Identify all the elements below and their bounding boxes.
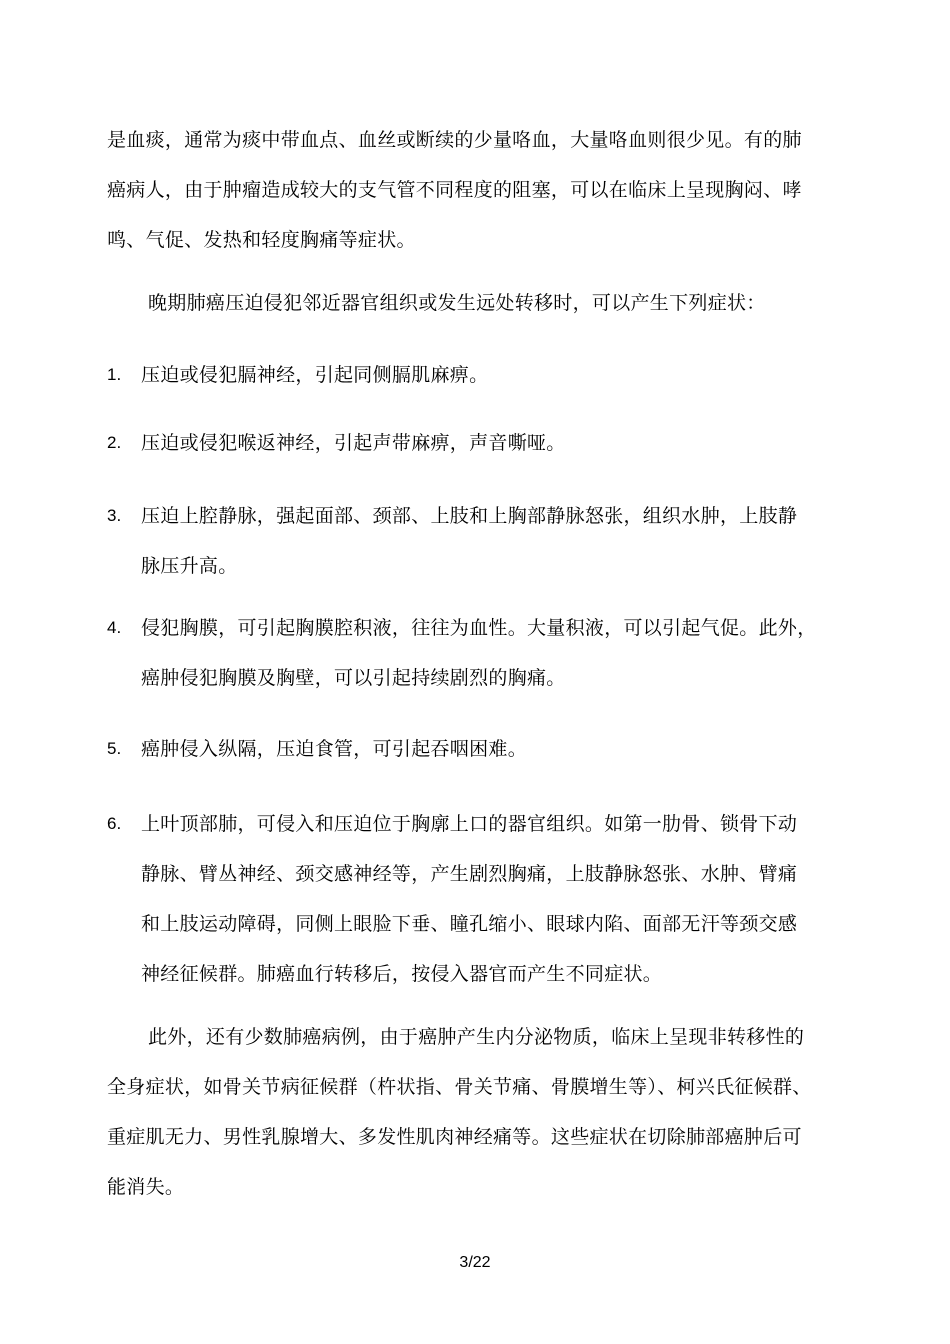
paragraph-line: 此外，还有少数肺癌病例，由于癌肿产生内分泌物质，临床上呈现非转移性的 xyxy=(148,1026,805,1048)
paragraph-line: 鸣、气促、发热和轻度胸痛等症状。 xyxy=(107,229,416,251)
list-item-text: 压迫或侵犯喉返神经，引起声带麻痹，声音嘶哑。 xyxy=(141,432,566,454)
list-item-text: 静脉、臂丛神经、颈交感神经等，产生剧烈胸痛，上肢静脉怒张、水肿、臂痛 xyxy=(141,863,798,885)
paragraph-line: 是血痰，通常为痰中带血点、血丝或断续的少量咯血，大量咯血则很少见。有的肺 xyxy=(107,129,802,151)
list-item-number: 1. xyxy=(107,365,122,384)
list-item-number: 4. xyxy=(107,618,122,637)
list-item-number: 2. xyxy=(107,433,122,452)
list-item-text: 压迫上腔静脉，强起面部、颈部、上肢和上胸部静脉怒张，组织水肿，上肢静 xyxy=(141,505,798,527)
page-number: 3/22 xyxy=(459,1254,491,1271)
list-item-text: 侵犯胸膜，可引起胸膜腔积液，往往为血性。大量积液，可以引起气促。此外， xyxy=(141,617,817,639)
list-item-text: 癌肿侵犯胸膜及胸壁，可以引起持续剧烈的胸痛。 xyxy=(141,667,566,689)
list-item-number: 6. xyxy=(107,814,122,833)
list-item-text: 脉压升高。 xyxy=(141,555,238,577)
list-item-text: 压迫或侵犯膈神经，引起同侧膈肌麻痹。 xyxy=(141,364,489,386)
list-item-text: 上叶顶部肺，可侵入和压迫位于胸廓上口的器官组织。如第一肋骨、锁骨下动 xyxy=(141,813,798,835)
list-item-text: 癌肿侵入纵隔，压迫食管，可引起吞咽困难。 xyxy=(141,738,528,760)
list-item-text: 神经征候群。肺癌血行转移后，按侵入器官而产生不同症状。 xyxy=(141,963,663,985)
paragraph-line: 全身症状，如骨关节病征候群（杵状指、骨关节痛、骨膜增生等）、柯兴氏征候群、 xyxy=(107,1076,812,1098)
paragraph-line: 癌病人，由于肿瘤造成较大的支气管不同程度的阻塞，可以在临床上呈现胸闷、哮 xyxy=(107,179,802,201)
intro-paragraph: 晚期肺癌压迫侵犯邻近器官组织或发生远处转移时，可以产生下列症状： xyxy=(148,292,766,314)
list-item-text: 和上肢运动障碍，同侧上眼脸下垂、瞳孔缩小、眼球内陷、面部无汗等颈交感 xyxy=(141,913,798,935)
list-item-number: 3. xyxy=(107,506,122,525)
list-item-number: 5. xyxy=(107,739,122,758)
paragraph-line: 能消失。 xyxy=(107,1176,185,1198)
paragraph-line: 重症肌无力、男性乳腺增大、多发性肌肉神经痛等。这些症状在切除肺部癌肿后可 xyxy=(107,1126,802,1148)
